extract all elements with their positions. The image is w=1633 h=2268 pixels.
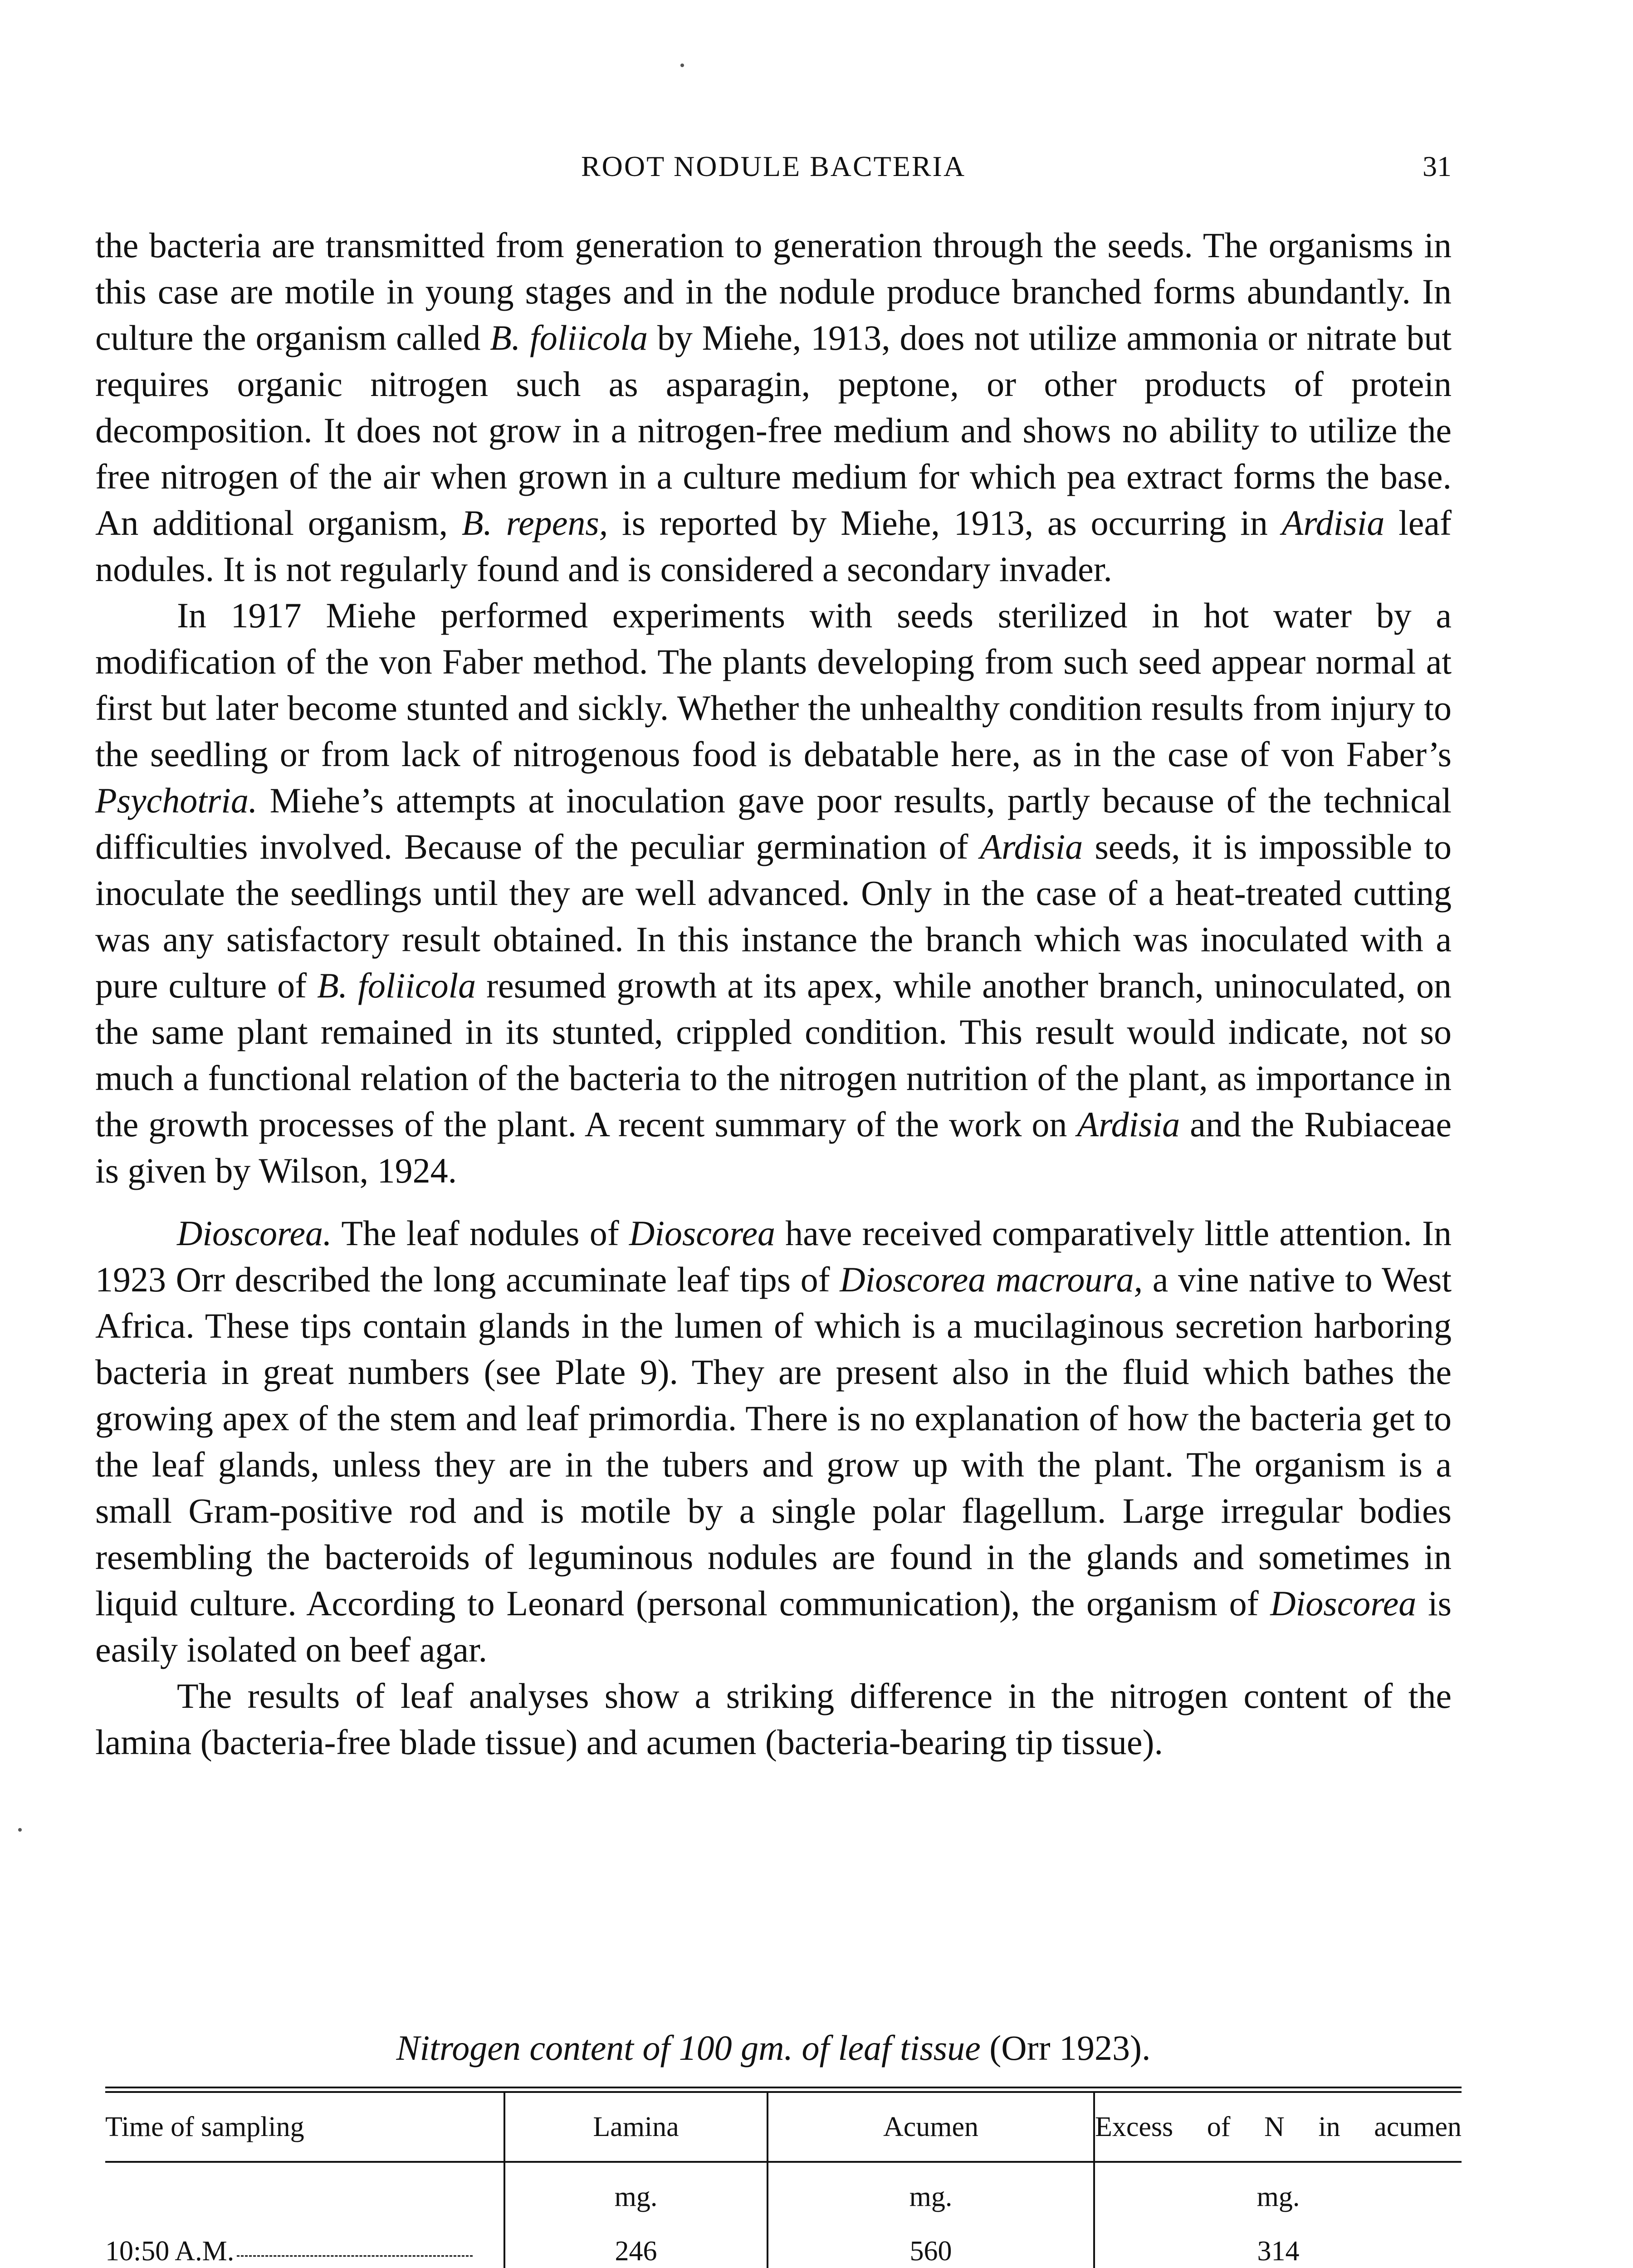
italic-run: B. foliicola <box>490 318 648 357</box>
column-header: Excess of N in acumen <box>1094 2093 1462 2162</box>
unit-cell: mg. <box>768 2162 1094 2235</box>
data-table <box>105 2093 1462 2268</box>
page-number: 31 <box>1423 150 1452 182</box>
leader-dots <box>237 2255 473 2257</box>
page-header <box>95 150 1452 191</box>
text-run: In 1917 Miehe performed experiments with seeds sterilized in hot water by a modification of the von Faber method. The plants developing from such seed appear normal at first but later become stunted and sickly. Whether the unhealthy condition results from injury to the seedling or from lack of nitrogenous food is debatable here, as in the case of von Faber’s <box>95 596 1452 774</box>
italic-run: B. foliicola <box>317 966 476 1005</box>
italic-run: Ardisia <box>1281 503 1385 543</box>
table-caption-source: (Orr 1923). <box>980 2028 1151 2068</box>
table-top-rule <box>105 2087 1462 2093</box>
time-label: 10:50 A.M. <box>105 2236 235 2267</box>
running-title: ROOT NODULE BACTERIA <box>581 150 966 182</box>
scan-speck <box>680 64 684 67</box>
text-run: a vine native to West Africa. These tips contain glands in the lumen of which is a mucilaginous secretion harboring bacteria in great numbers (see Plate 9). They are present also in the fluid which bathes the growing apex of the stem and leaf primordia. There is no explanation of how the bacteria get to the leaf glands, unless they are in the tubers and grow up with the plant. The organism is a small Gram-positive rod and is motile by a single polar flagellum. Large irregular bodies resembling the bacteroids of leguminous nodules are found in the glands and sometimes in liquid culture. According to Leonard (personal communication), the organism of <box>95 1260 1452 1623</box>
italic-run: Dioscorea macroura, <box>840 1260 1143 1299</box>
scan-speck <box>18 1828 22 1832</box>
column-header: Time of sampling <box>105 2093 504 2162</box>
unit-cell <box>105 2162 504 2235</box>
text-run: the bacteria are transmitted from generation to generation through the seeds. The organisms in this case are motile in young stages and in the nodule produce branched forms abundantly. In culture the organism called <box>95 225 1452 357</box>
text-run: have received comparatively little attention. In 1923 Orr described the long accuminate leaf tips of <box>95 1213 1452 1299</box>
text-run: and the Rubiaceae is given by Wilson, 1924. <box>95 1105 1452 1190</box>
italic-run: Psychotria. <box>95 781 258 820</box>
text-run: resumed growth at its apex, while another branch, uninoculated, on the same plant remained in its stunted, crippled condition. This result would indicate, not so much a functional relation of the bacteria to the nitrogen nutrition of the plant, as importance in the growth processes of the plant. A recent summary of the work on <box>95 966 1452 1144</box>
italic-run: B. repens, <box>461 503 608 543</box>
time-cell <box>105 2235 504 2268</box>
lamina-cell: 246 <box>504 2235 768 2268</box>
table-caption-title: Nitrogen content of 100 gm. of leaf tissue <box>396 2028 981 2068</box>
nitrogen-table <box>105 2087 1462 2268</box>
text-run: seeds, it is impossible to inoculate the seedlings until they are well advanced. Only in the case of a heat-treated cutting was any satisfactory result obtained. In this instance the branch which was inoculated with a pure culture of <box>95 827 1452 1005</box>
italic-run: Dioscorea <box>1270 1584 1417 1623</box>
text-run: leaf nodules. It is not regularly found and is considered a secondary invader. <box>95 503 1452 589</box>
italic-run: Dioscorea <box>629 1213 775 1253</box>
column-header: Lamina <box>504 2093 768 2162</box>
text-run: The results of leaf analyses show a striking difference in the nitrogen content of the lamina (bacteria-free blade tissue) and acumen (bacteria-bearing tip tissue). <box>95 1676 1452 1762</box>
excess-cell: 314 <box>1094 2235 1462 2268</box>
table-header-row <box>105 2093 1462 2162</box>
paragraph-1 <box>95 222 1452 592</box>
italic-run: Ardisia <box>980 827 1083 866</box>
text-run: by Miehe, 1913, does not utilize ammonia or nitrate but requires organic nitrogen such as asparagin, peptone, or other products of protein decomposition. It does not grow in a nitrogen-free medium and shows no ability to utilize the free nitrogen of the air when grown in a culture medium for which pea extract forms the base. An additional organism, <box>95 318 1452 543</box>
paragraph-4 <box>95 1673 1452 1765</box>
text-run: The leaf nodules of <box>332 1213 629 1253</box>
units-row <box>105 2162 1462 2235</box>
italic-run: Dioscorea. <box>177 1213 332 1253</box>
text-run: is easily isolated on beef agar. <box>95 1584 1452 1669</box>
unit-cell: mg. <box>1094 2162 1462 2235</box>
paragraph-3 <box>95 1210 1452 1673</box>
body-text <box>95 222 1452 1765</box>
unit-cell: mg. <box>504 2162 768 2235</box>
table-caption <box>95 2028 1452 2068</box>
column-header: Acumen <box>768 2093 1094 2162</box>
table-row <box>105 2235 1462 2268</box>
text-run: Miehe’s attempts at inoculation gave poor results, partly because of the technical difficulties involved. Because of the peculiar germination of <box>95 781 1452 866</box>
paragraph-2 <box>95 592 1452 1194</box>
text-run: is reported by Miehe, 1913, as occurring in <box>608 503 1282 543</box>
italic-run: Ardisia <box>1077 1105 1180 1144</box>
acumen-cell: 560 <box>768 2235 1094 2268</box>
